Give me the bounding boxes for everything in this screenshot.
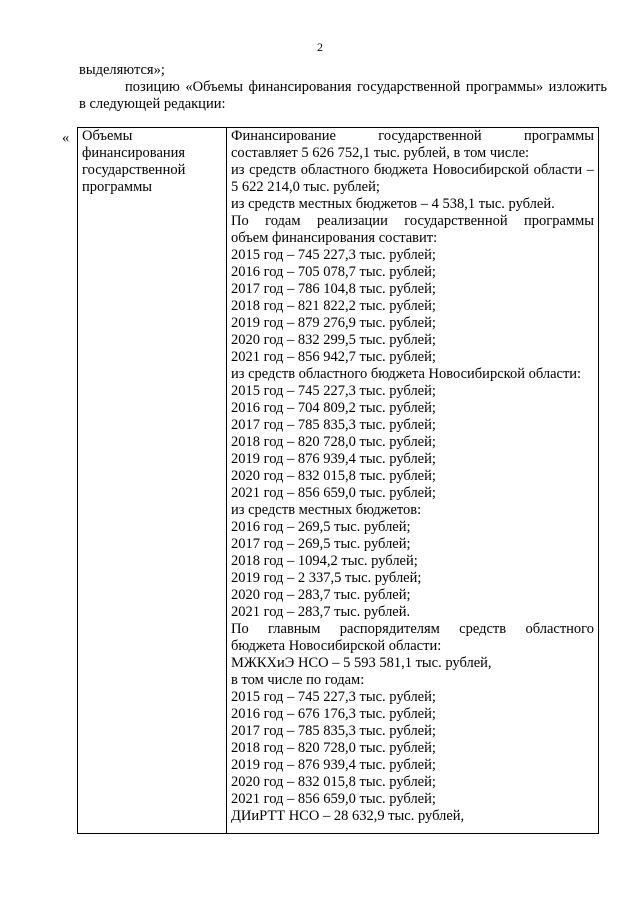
left-cell-line: программы xyxy=(82,179,152,195)
financing-line: 2020 год – 283,7 тыс. рублей; xyxy=(231,587,411,603)
financing-line: 2019 год – 879 276,9 тыс. рублей; xyxy=(231,315,436,331)
financing-line: 2019 год – 2 337,5 тыс. рублей; xyxy=(231,570,422,586)
financing-line: 2020 год – 832 015,8 тыс. рублей; xyxy=(231,468,436,484)
financing-line: 2016 год – 705 078,7 тыс. рублей; xyxy=(231,264,436,280)
financing-line: 2016 год – 269,5 тыс. рублей; xyxy=(231,519,411,535)
left-cell-line: финансирования xyxy=(82,145,186,161)
financing-line: 2016 год – 704 809,2 тыс. рублей; xyxy=(231,400,436,416)
financing-line: 2017 год – 786 104,8 тыс. рублей; xyxy=(231,281,436,297)
financing-line: 2018 год – 820 728,0 тыс. рублей; xyxy=(231,740,436,756)
financing-line: 2021 год – 283,7 тыс. рублей. xyxy=(231,604,411,620)
financing-line: 2019 год – 876 939,4 тыс. рублей; xyxy=(231,757,436,773)
financing-line: 2021 год – 856 659,0 тыс. рублей; xyxy=(231,791,436,807)
financing-line: По главным распорядителям средств областного xyxy=(231,621,594,637)
financing-line: ДИиРТТ НСО – 28 632,9 тыс. рублей, xyxy=(231,808,465,824)
position-name-cell xyxy=(78,128,227,834)
financing-line: объем финансирования составит: xyxy=(231,230,438,246)
left-cell-line: Объемы xyxy=(82,128,133,144)
opening-quote: « xyxy=(62,130,70,146)
intro-paragraph: позицию «Объемы финансирования государственной программы» изложить в следующей редакции: xyxy=(79,79,607,112)
table-row xyxy=(78,128,599,834)
financing-line: 2020 год – 832 015,8 тыс. рублей; xyxy=(231,774,436,790)
financing-line: По годам реализации государственной программы xyxy=(231,213,594,229)
financing-line: 2017 год – 785 835,3 тыс. рублей; xyxy=(231,723,436,739)
financing-line: из средств местных бюджетов: xyxy=(231,502,422,518)
financing-line: в том числе по годам: xyxy=(231,672,365,688)
financing-line: 2017 год – 785 835,3 тыс. рублей; xyxy=(231,417,436,433)
financing-line: составляет 5 626 752,1 тыс. рублей, в том числе: xyxy=(231,145,530,161)
financing-line: 2019 год – 876 939,4 тыс. рублей; xyxy=(231,451,436,467)
program-financing-table xyxy=(77,127,599,834)
intro-line-1: выделяются»; xyxy=(79,62,165,78)
page-number: 2 xyxy=(317,40,323,54)
financing-line: 2021 год – 856 659,0 тыс. рублей; xyxy=(231,485,436,501)
financing-line: 2018 год – 820 728,0 тыс. рублей; xyxy=(231,434,436,450)
financing-line: 5 622 214,0 тыс. рублей; xyxy=(231,179,380,195)
financing-line: из средств областного бюджета Новосибирской области – xyxy=(231,162,594,178)
financing-line: МЖКХиЭ НСО – 5 593 581,1 тыс. рублей, xyxy=(231,655,492,671)
financing-line: Финансирование государственной программы xyxy=(231,128,594,144)
financing-line: 2015 год – 745 227,3 тыс. рублей; xyxy=(231,247,436,263)
financing-line: 2021 год – 856 942,7 тыс. рублей; xyxy=(231,349,436,365)
financing-line: из средств областного бюджета Новосибирской области: xyxy=(231,366,582,382)
financing-line: из средств местных бюджетов – 4 538,1 тыс. рублей. xyxy=(231,196,555,212)
left-cell-line: государственной xyxy=(82,162,186,178)
financing-line: 2015 год – 745 227,3 тыс. рублей; xyxy=(231,383,436,399)
financing-line: 2017 год – 269,5 тыс. рублей; xyxy=(231,536,411,552)
financing-details-cell xyxy=(227,128,599,834)
financing-line: 2015 год – 745 227,3 тыс. рублей; xyxy=(231,689,436,705)
financing-line: 2018 год – 1094,2 тыс. рублей; xyxy=(231,553,418,569)
financing-line: бюджета Новосибирской области: xyxy=(231,638,442,654)
financing-line: 2016 год – 676 176,3 тыс. рублей; xyxy=(231,706,436,722)
financing-line: 2018 год – 821 822,2 тыс. рублей; xyxy=(231,298,436,314)
financing-line: 2020 год – 832 299,5 тыс. рублей; xyxy=(231,332,436,348)
